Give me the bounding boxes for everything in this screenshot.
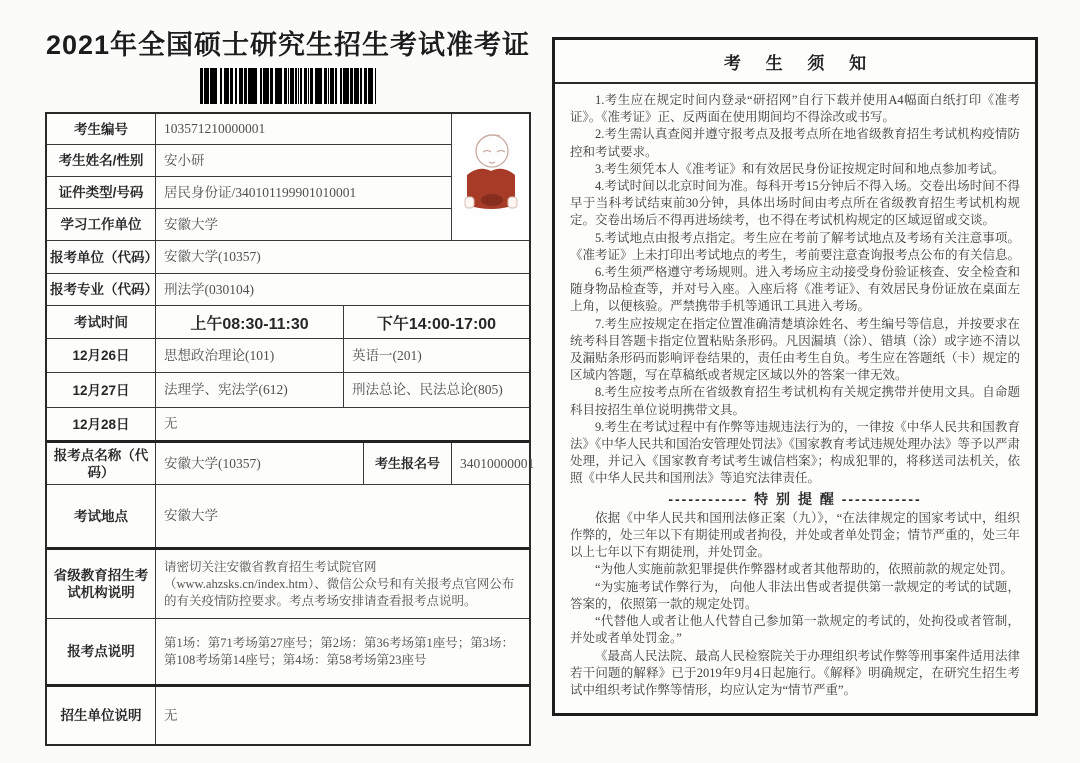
- special-reminder-title: ------------ 特 别 提 醒 ------------: [668, 490, 922, 507]
- name-gender-value: 安小研: [155, 145, 451, 176]
- schedule-morning-subject: 思想政治理论(101): [155, 339, 343, 372]
- unit-note-value: 无: [155, 687, 529, 744]
- reminder-paragraph: 依据《中华人民共和国刑法修正案（九）》，“在法律规定的国家考试中，组织作弊的，处三年以下有期徒刑或者拘役，并处或者单处罚金；情节严重的，处三年以上七年以下有期徒刑，并处罚金。: [570, 510, 1021, 560]
- candidate-no-value: 103571210000001: [155, 114, 451, 144]
- notice-item: 3.考生须凭本人《准考证》和有效居民身份证按规定时间和地点参加考试。: [595, 161, 1005, 176]
- exam-site-value: 安徽大学(10357): [155, 443, 363, 484]
- schedule-morning-subject: 法理学、宪法学(612): [155, 373, 343, 407]
- schedule-afternoon-subject: 刑法总论、民法总论(805): [343, 373, 529, 407]
- exam-time-header-row: [47, 305, 529, 338]
- schedule-afternoon-subject: 英语一(201): [343, 339, 529, 372]
- exam-time-morning: 上午08:30-11:30: [155, 306, 343, 338]
- notice-item: 2.考生需认真查阅并遵守报考点及报考点所在地省级教育招生考试机构疫情防控和考试要求。: [570, 127, 1020, 159]
- table-row: [47, 176, 451, 208]
- schedule-full-subject: 无: [155, 408, 529, 440]
- candidate-photo-illustration: [455, 118, 527, 236]
- reg-no-value: 34010000001: [451, 443, 542, 484]
- identity-rows-with-photo: [47, 114, 529, 240]
- site-note-value: 第1场：第71考场第27座号；第2场：第36考场第1座号；第3场：第108考场第14座号；第4场：第58考场第23座号: [155, 619, 529, 684]
- schedule-date: 12月27日: [72, 382, 130, 398]
- notice-body: [555, 84, 1035, 705]
- candidate-notice-panel: [552, 37, 1038, 716]
- work-unit-label: 学习工作单位: [60, 217, 142, 232]
- unit-note-label: 招生单位说明: [60, 708, 142, 723]
- unit-note-row: [47, 684, 529, 744]
- schedule-row: [47, 407, 529, 440]
- exam-time-afternoon: 下午14:00-17:00: [343, 306, 529, 338]
- name-gender-label: 考生姓名/性别: [58, 153, 144, 168]
- table-row: [47, 208, 451, 240]
- schedule-row: [47, 338, 529, 372]
- notice-item: 5.考试地点由报考点指定。考生应在考前了解考试地点及考场有关注意事项。《准考证》上未打印出考试地点的考生，考前要注意查询报考点公布的有关信息。: [570, 230, 1021, 262]
- table-row: [47, 144, 451, 176]
- reminder-paragraph: “为实施考试作弊行为， 向他人非法出售或者提供第一款规定的考试的试题， 答案的，依照第一款的规定处罚。: [570, 579, 1020, 611]
- notice-item: 7.考生应按规定在指定位置准确清楚填涂姓名、考生编号等信息，并按要求在统考科目答题卡指定位置粘贴条形码。凡因漏填（涂）、错填（涂）或字迹不清以及漏贴条形码而影响评卷结果的，责任由考生自负。考生应在答题纸（卡）规定的区域内答题，写在草稿纸或者规定区域以外的答案一律无效。: [570, 316, 1021, 383]
- reminder-paragraph: “为他人实施前款犯罪提供作弊器材或者其他帮助的，依照前款的规定处罚。: [595, 562, 1014, 577]
- candidate-no-label: 考生编号: [74, 121, 128, 137]
- provincial-note-label: 省级教育招生考试机构说明: [53, 568, 149, 600]
- notice-item: 8.考生应按考点所在省级教育招生考试机构有关规定携带并使用文具。自命题科目按招生单位说明携带文具。: [570, 385, 1020, 417]
- identity-rows: [47, 114, 451, 240]
- apply-unit-label: 报考单位（代码）: [50, 249, 158, 265]
- exam-location-value: 安徽大学: [155, 485, 529, 547]
- id-type-no-value: 居民身份证/340101199901010001: [155, 177, 451, 208]
- site-note-row: [47, 618, 529, 684]
- site-note-label: 报考点说明: [67, 644, 135, 659]
- apply-unit-value: 安徽大学(10357): [155, 241, 529, 273]
- reg-no-label: 考生报名号: [363, 443, 451, 484]
- exam-site-row: [47, 440, 535, 484]
- ticket-info-table: [45, 112, 535, 746]
- table-row: [47, 273, 529, 305]
- barcode-image: [200, 68, 376, 104]
- exam-time-label: 考试时间: [74, 314, 128, 330]
- admission-ticket-panel: [45, 28, 535, 746]
- schedule-row: [47, 372, 529, 407]
- identity-section: [47, 114, 529, 240]
- candidate-photo: [451, 114, 529, 240]
- notice-item: 4.考试时间以北京时间为准。每科开考15分钟后不得入场。交卷出场时间不得早于当科考试结束前30分钟，具体出场时间由考点所在省级教育招生考试机构规定。交卷出场后不得再进场续考，也不得在考试机构规定的区域逗留或交谈。: [570, 179, 1020, 228]
- provincial-note-value: 请密切关注安徽省教育招生考试院官网（www.ahzsks.cn/index.htm）、微信公众号和有关报考点官网公布的有关疫情防控要求。考点考场安排请查看报考点说明。: [155, 550, 529, 618]
- notice-item: 6.考生须严格遵守考场规则。进入考场应主动接受身份验证核查、安全检查和随身物品检查等，并对号入座。入座后将《准考证》、有效居民身份证放在桌面左上角，以便核验。严禁携带手机等通讯工具进入考场。: [570, 265, 1020, 314]
- schedule-date: 12月26日: [72, 348, 130, 363]
- work-unit-value: 安徽大学: [155, 209, 451, 240]
- schedule-date: 12月28日: [72, 416, 130, 432]
- exam-location-label: 考试地点: [74, 508, 128, 524]
- apply-major-value: 刑法学(030104): [155, 274, 529, 305]
- notice-item: 9.考生在考试过程中有作弊等违规违法行为的，一律按《中华人民共和国教育法》《中华人民共和国治安管理处罚法》《国家教育考试违规处理办法》等予以严肃处理，并记入《国家教育考试考生诚信档案》；构成犯罪的，将移送司法机关，依照《中华人民共和国刑法》等追究法律责任。: [570, 419, 1021, 486]
- id-type-no-label: 证件类型/号码: [58, 185, 144, 200]
- exam-site-label: 报考点名称（代码）: [53, 447, 149, 480]
- provincial-note-row: [47, 547, 529, 618]
- page-title: 2021年全国硕士研究生招生考试准考证: [45, 30, 531, 60]
- exam-location-row: [47, 484, 529, 547]
- reminder-paragraph: 《最高人民法院、最高人民检察院关于办理组织考试作弊等刑事案件适用法律若干问题的解释》已于2019年9月4日起施行。《解释》明确规定，在研究生招生考试中组织考试作弊等情形，均应认定为“情节严重”。: [570, 648, 1021, 697]
- table-row: [47, 240, 529, 273]
- table-row: [47, 114, 451, 144]
- notice-item: 1.考生应在规定时间内登录“研招网”自行下载并使用A4幅面白纸打印《准考证》。《准考证》正、反两面在使用期间均不得涂改或书写。: [570, 93, 1020, 125]
- notice-title: 考 生 须 知: [555, 40, 1035, 84]
- apply-major-label: 报考专业（代码）: [50, 282, 158, 297]
- reminder-paragraph: “代替他人或者让他人代替自己参加第一款规定的考试的，处拘役或者管制，并处或者单处罚金。”: [570, 614, 1020, 646]
